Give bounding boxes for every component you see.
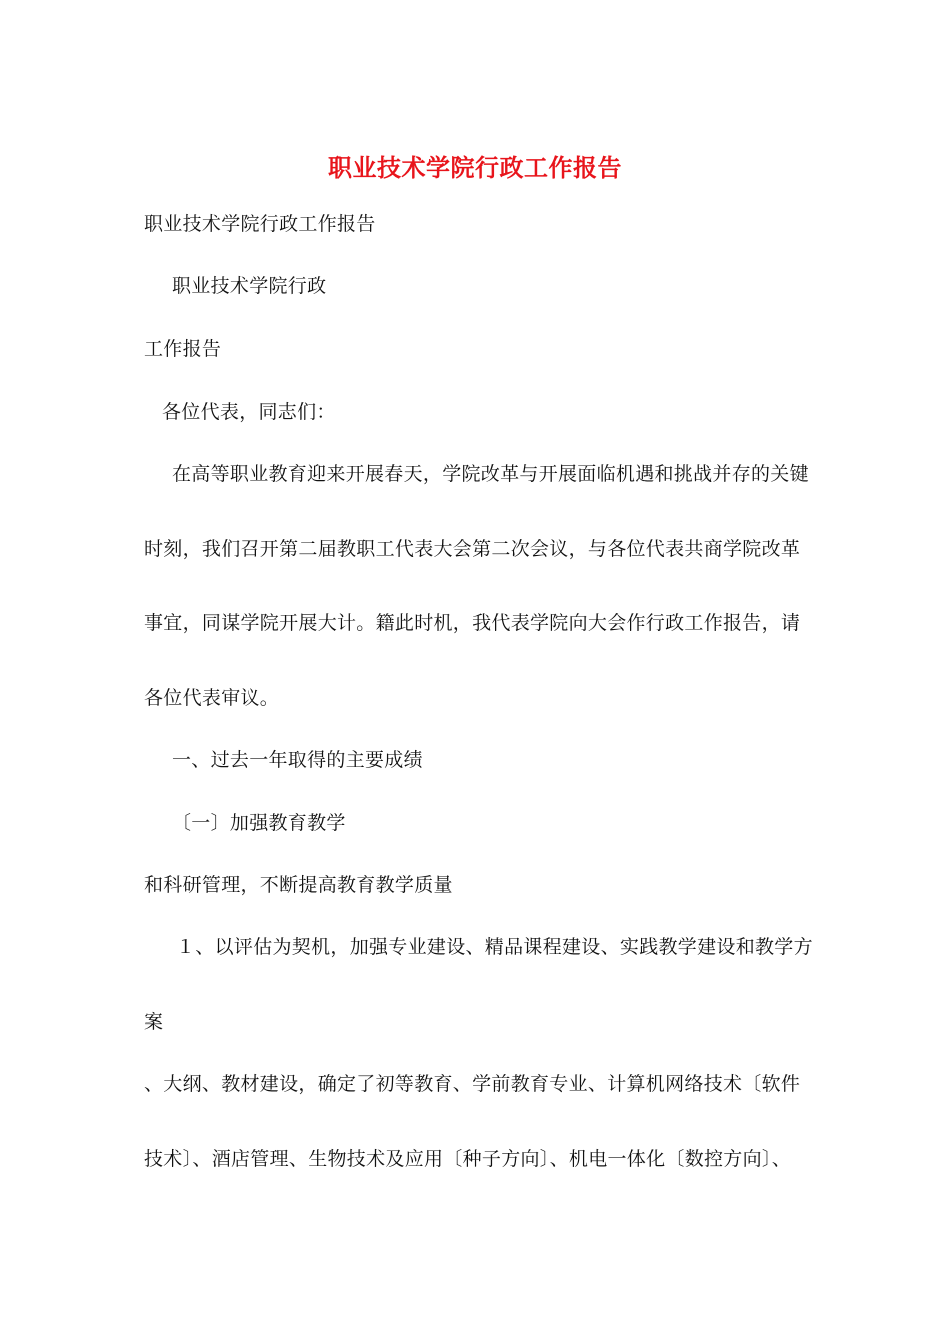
paragraph-line: 事宜，同谋学院开展大计。籍此时机，我代表学院向大会作行政工作报告，请 [144, 612, 801, 634]
paragraph-line: 职业技术学院行政工作报告 [144, 213, 376, 235]
paragraph-line: 时刻，我们召开第二届教职工代表大会第二次会议，与各位代表共商学院改革 [144, 538, 801, 560]
section-heading: 一、过去一年取得的主要成绩 [172, 749, 423, 771]
paragraph-line: １、以评估为契机，加强专业建设、精品课程建设、实践教学建设和教学方 [176, 936, 813, 958]
salutation: 各位代表，同志们： [162, 401, 336, 423]
paragraph-line: 、大纲、教材建设，确定了初等教育、学前教育专业、计算机网络技术〔软件 [144, 1073, 801, 1095]
paragraph-line: 和科研管理，不断提高教育教学质量 [144, 874, 453, 896]
paragraph-line: 案 [144, 1011, 164, 1033]
paragraph-line: 各位代表审议。 [144, 687, 280, 709]
paragraph-line: 技术〕、酒店管理、生物技术及应用〔种子方向〕、机电一体化〔数控方向〕、 [144, 1148, 792, 1170]
paragraph-line: 职业技术学院行政 [172, 275, 327, 297]
document-title: 职业技术学院行政工作报告 [328, 153, 622, 182]
paragraph-line: 工作报告 [144, 338, 222, 360]
paragraph-line: 在高等职业教育迎来开展春天，学院改革与开展面临机遇和挑战并存的关键 [172, 463, 809, 485]
subsection-heading: 〔一〕加强教育教学 [172, 812, 346, 834]
